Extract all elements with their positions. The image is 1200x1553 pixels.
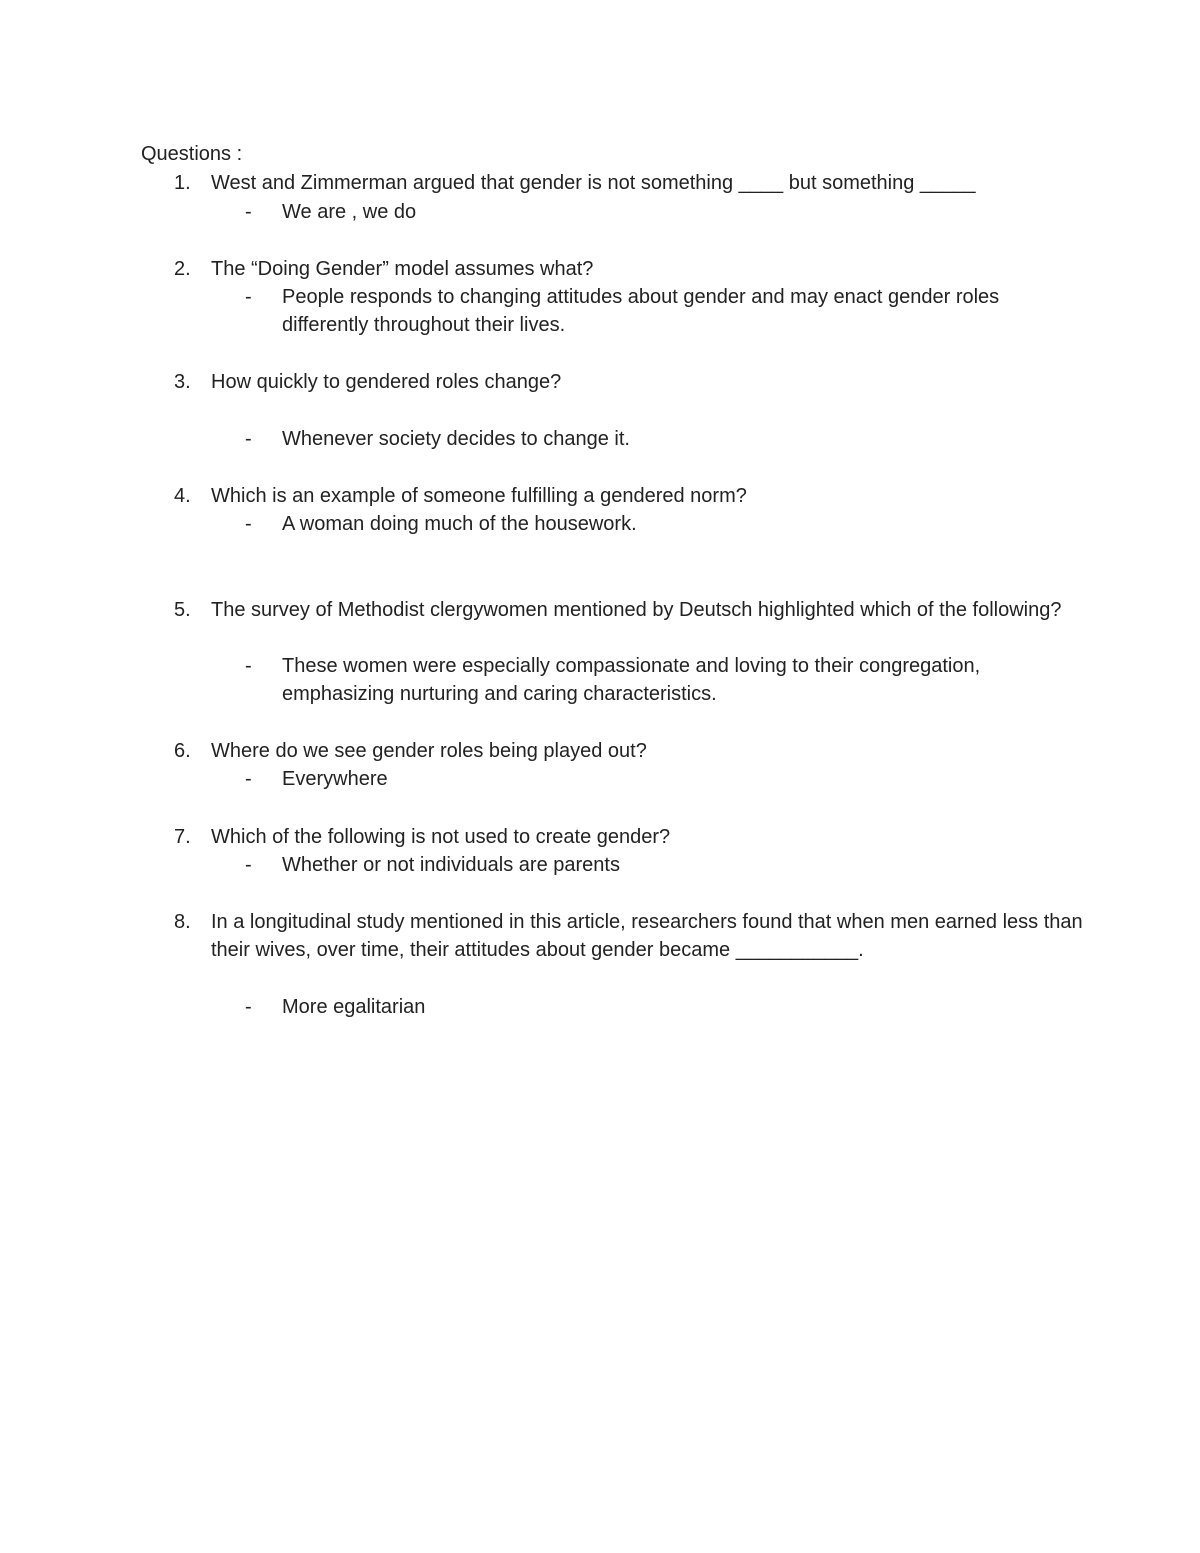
question-text: Which is an example of someone fulfilling a gendered norm?	[211, 485, 747, 507]
question-number: 5.	[174, 599, 191, 621]
answer-dash: -	[245, 854, 252, 876]
answer-dash: -	[245, 428, 252, 450]
answer-text: We are , we do	[282, 201, 417, 223]
question-text: Which of the following is not used to create gender?	[211, 826, 671, 848]
question-text: The survey of Methodist clergywomen mentioned by Deutsch highlighted which of the following?	[211, 599, 1062, 621]
questions-heading: Questions :	[141, 143, 243, 165]
answer-text: People responds to changing attitudes about gender and may enact gender roles differently throughout their lives.	[282, 286, 1000, 336]
question-number: 1.	[174, 172, 191, 194]
question-number: 3.	[174, 371, 191, 393]
answer-dash: -	[245, 286, 252, 308]
answer-dash: -	[245, 996, 252, 1018]
answer-dash: -	[245, 513, 252, 535]
question-number: 6.	[174, 740, 191, 762]
answer-text: These women were especially compassionate and loving to their congregation, emphasizing nurturing and caring characteristics.	[282, 655, 981, 705]
question-text: Where do we see gender roles being played out?	[211, 740, 647, 762]
question-number: 7.	[174, 826, 191, 848]
answer-text: Whenever society decides to change it.	[282, 428, 630, 450]
answer-dash: -	[245, 201, 252, 223]
question-number: 4.	[174, 485, 191, 507]
answer-dash: -	[245, 768, 252, 790]
question-number: 2.	[174, 258, 191, 280]
question-text: The “Doing Gender” model assumes what?	[211, 258, 594, 280]
answer-dash: -	[245, 655, 252, 677]
question-text: West and Zimmerman argued that gender is not something ____ but something _____	[211, 172, 976, 194]
answer-text: A woman doing much of the housework.	[282, 513, 637, 535]
question-text: How quickly to gendered roles change?	[211, 371, 562, 393]
question-number: 8.	[174, 911, 191, 933]
answer-text: Everywhere	[282, 768, 388, 790]
answer-text: Whether or not individuals are parents	[282, 854, 620, 876]
answer-text: More egalitarian	[282, 996, 426, 1018]
question-text: In a longitudinal study mentioned in this article, researchers found that when men earned less than their wives, over time, their attitudes about gender became ___________.	[211, 911, 1089, 961]
